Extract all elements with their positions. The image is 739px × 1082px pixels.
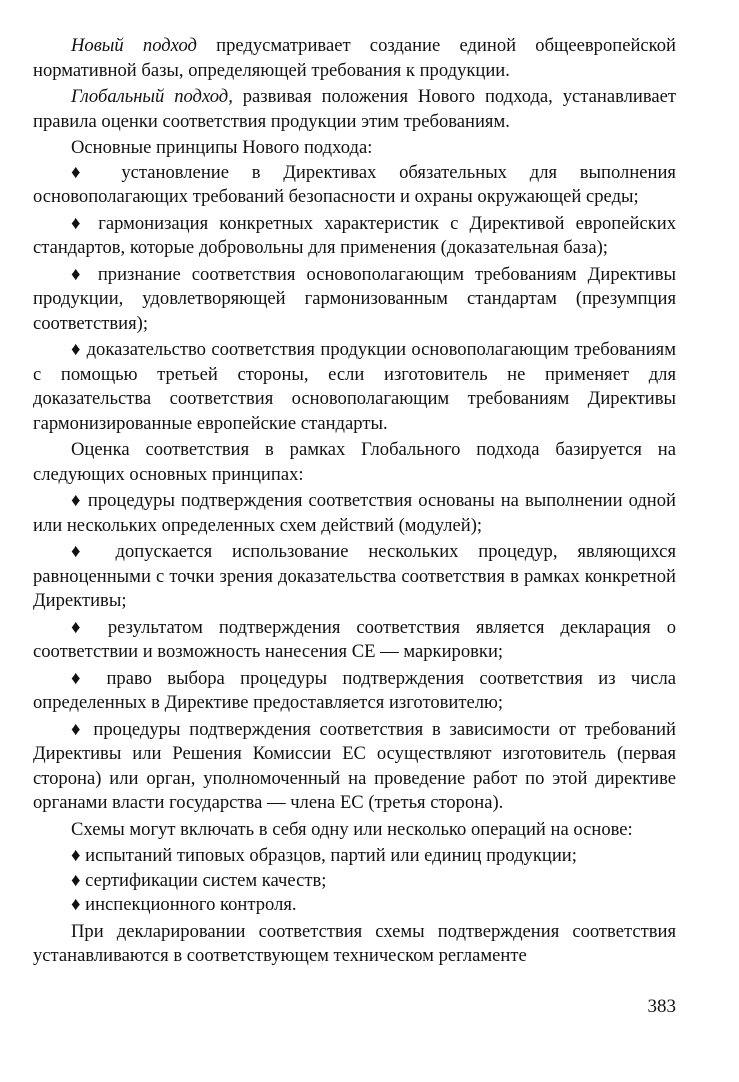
paragraph-new-approach	[33, 34, 676, 83]
list-item: ♦ процедуры подтверждения соответствия в зависимости от требований Директивы или Решения Комиссии ЕС осуществляют изготовитель (первая сторона) или орган, уполномоченный на проведение работ по этой директиве органами власти государства — члена ЕС (третья сторона).	[33, 718, 676, 813]
list-item: ♦ право выбора процедуры подтверждения соответствия из числа определенных в Директиве предоставляется изготовителю;	[33, 667, 676, 713]
paragraph-declaration: При декларировании соответствия схемы подтверждения соответствия устанавливаются в соответствующем техническом регламенте	[33, 920, 676, 966]
paragraph-global-approach	[33, 85, 676, 134]
list-item: ♦ установление в Директивах обязательных для выполнения основополагающих требований безопасности и охраны окружающей среды;	[33, 161, 676, 207]
list-item: ♦ допускается использование нескольких процедур, являющихся равноценными с точки зрения доказательства соответствия в рамках конкретной Директивы;	[33, 541, 676, 611]
list-item: ♦ результатом подтверждения соответствия является декларация о соответствии и возможность нанесения CE — маркировки;	[33, 616, 676, 662]
paragraph-assessment: Оценка соответствия в рамках Глобального подхода базируется на следующих основных принципах:	[33, 439, 676, 485]
list-item: ♦ сертификации систем качеств;	[71, 869, 327, 891]
list-item: ♦ доказательство соответствия продукции основополагающим требованиям с помощью третьей стороны, если изготовитель не применяет для доказательства соответствия основополагающим требованиям Директивы гармонизированные европейские стандарты.	[33, 339, 676, 434]
list-item: ♦ процедуры подтверждения соответствия основаны на выполнении одной или нескольких определенных схем действий (модулей);	[33, 490, 676, 536]
term-new-approach: Новый подход	[71, 35, 197, 56]
list-item: ♦ инспекционного контроля.	[71, 894, 297, 915]
page-text	[33, 34, 676, 969]
paragraph-principles-heading: Основные принципы Нового подхода:	[71, 137, 373, 158]
list-item: ♦ признание соответствия основополагающим требованиям Директивы продукции, удовлетворяющей гармонизованным стандартам (презумпция соответствия);	[33, 263, 676, 334]
page-number: 383	[647, 996, 676, 1017]
paragraph-schemes: Схемы могут включать в себя одну или несколько операций на основе:	[71, 818, 633, 840]
term-global-approach: Глобальный подход,	[71, 86, 233, 107]
list-item: ♦ гармонизация конкретных характеристик с Директивой европейских стандартов, которые добровольны для применения (доказательная база);	[33, 212, 676, 258]
paragraph-text: предусматривает создание единой общеевропейской нормативной базы, определяющей требования к продукции.	[33, 35, 676, 81]
list-item: ♦ испытаний типовых образцов, партий или единиц продукции;	[71, 845, 577, 866]
paragraph-text: развивая положения Нового подхода, устанавливает правила оценки соответствия продукции этим требованиям.	[33, 86, 677, 132]
